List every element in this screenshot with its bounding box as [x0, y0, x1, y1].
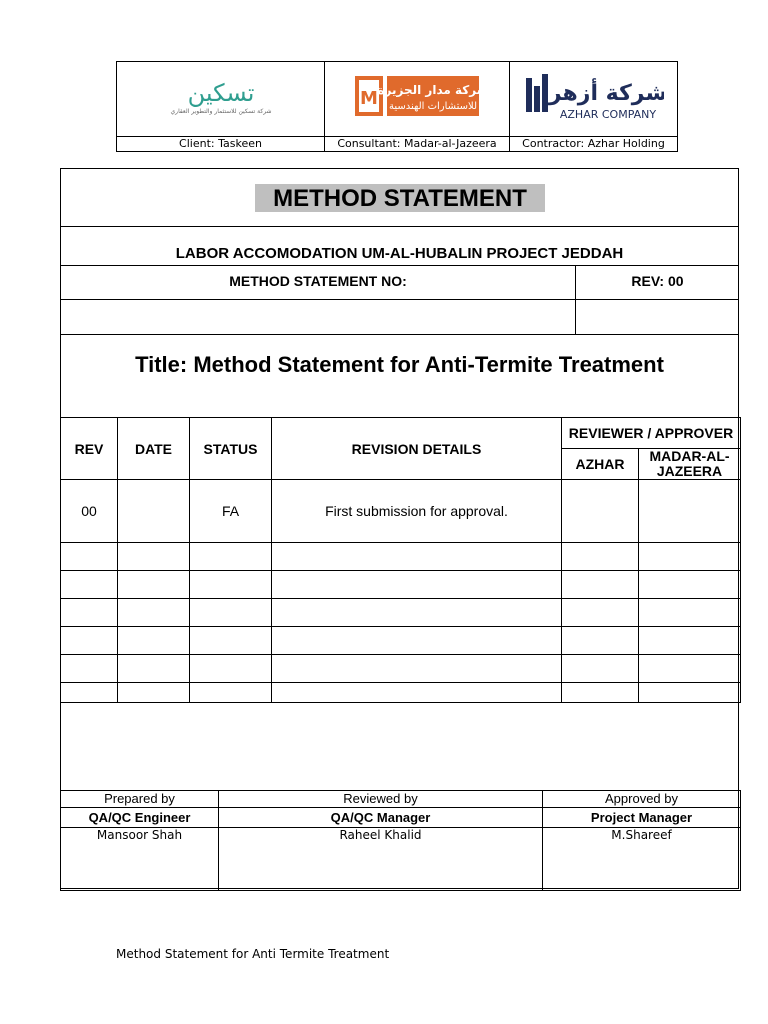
prepared-by-label: Prepared by	[61, 791, 219, 808]
header-logo-table	[116, 61, 678, 152]
revision-label: REV: 00	[631, 273, 684, 289]
table-row	[61, 543, 741, 571]
reviewer-name: Raheel Khalid	[219, 828, 543, 891]
consultant-caption: Consultant: Madar-al-Jazeera	[325, 137, 510, 152]
divider	[61, 334, 738, 335]
signature-table	[60, 790, 741, 891]
divider	[61, 265, 738, 266]
table-row	[61, 655, 741, 683]
row-rev: 00	[61, 480, 118, 543]
approved-by-label: Approved by	[543, 791, 741, 808]
divider	[61, 299, 738, 300]
document-title: Title: Method Statement for Anti-Termite Treatment	[135, 352, 664, 377]
row-madar	[639, 480, 741, 543]
date-header: DATE	[118, 418, 190, 480]
reviewer-approver-header: REVIEWER / APPROVER	[562, 418, 741, 449]
madar-header: MADAR-AL-JAZEERA	[639, 449, 741, 480]
row-azhar	[562, 480, 639, 543]
contractor-caption: Contractor: Azhar Holding	[510, 137, 678, 152]
approver-role: Project Manager	[543, 808, 741, 828]
reviewer-role: QA/QC Manager	[219, 808, 543, 828]
row-details: First submission for approval.	[272, 480, 562, 543]
azhar-header: AZHAR	[562, 449, 639, 480]
table-row	[61, 480, 741, 543]
contractor-logo-cell	[510, 62, 678, 137]
revision-details-header: REVISION DETAILS	[272, 418, 562, 480]
row-status: FA	[190, 480, 272, 543]
preparer-role: QA/QC Engineer	[61, 808, 219, 828]
table-row	[61, 627, 741, 655]
consultant-logo-cell	[325, 62, 510, 137]
table-row	[61, 571, 741, 599]
revision-table	[60, 417, 741, 703]
method-statement-heading: METHOD STATEMENT	[255, 184, 545, 212]
project-name: LABOR ACCOMODATION UM-AL-HUBALIN PROJECT JEDDAH	[175, 245, 624, 262]
page-footer: Method Statement for Anti Termite Treatment	[116, 947, 390, 961]
azhar-logo	[524, 72, 664, 122]
azhar-logo-arabic: شركة أزهر	[548, 80, 664, 106]
preparer-name: Mansoor Shah	[61, 828, 219, 891]
method-statement-box	[60, 168, 739, 889]
table-row	[61, 683, 741, 703]
approver-name: M.Shareef	[543, 828, 741, 891]
rev-header: REV	[61, 418, 118, 480]
madar-logo-line1: شركة مدار الجزيرة	[377, 82, 479, 97]
madar-al-jazeera-logo	[355, 74, 479, 120]
madar-logo-mark: M	[360, 87, 378, 109]
row-date	[118, 480, 190, 543]
divider	[61, 226, 738, 227]
taskeen-logo-subtext: شركة تسكين للاستثمار والتطوير العقاري	[169, 107, 272, 115]
table-row	[61, 599, 741, 627]
azhar-logo-english: AZHAR COMPANY	[559, 107, 656, 121]
madar-logo-line2: للاستشارات الهندسية	[388, 100, 478, 112]
client-caption: Client: Taskeen	[117, 137, 325, 152]
reviewed-by-label: Reviewed by	[219, 791, 543, 808]
taskeen-logo-text: تسكين	[187, 78, 254, 107]
taskeen-logo	[161, 75, 281, 119]
client-logo-cell	[117, 62, 325, 137]
method-statement-no-label: METHOD STATEMENT NO:	[229, 273, 407, 289]
status-header: STATUS	[190, 418, 272, 480]
